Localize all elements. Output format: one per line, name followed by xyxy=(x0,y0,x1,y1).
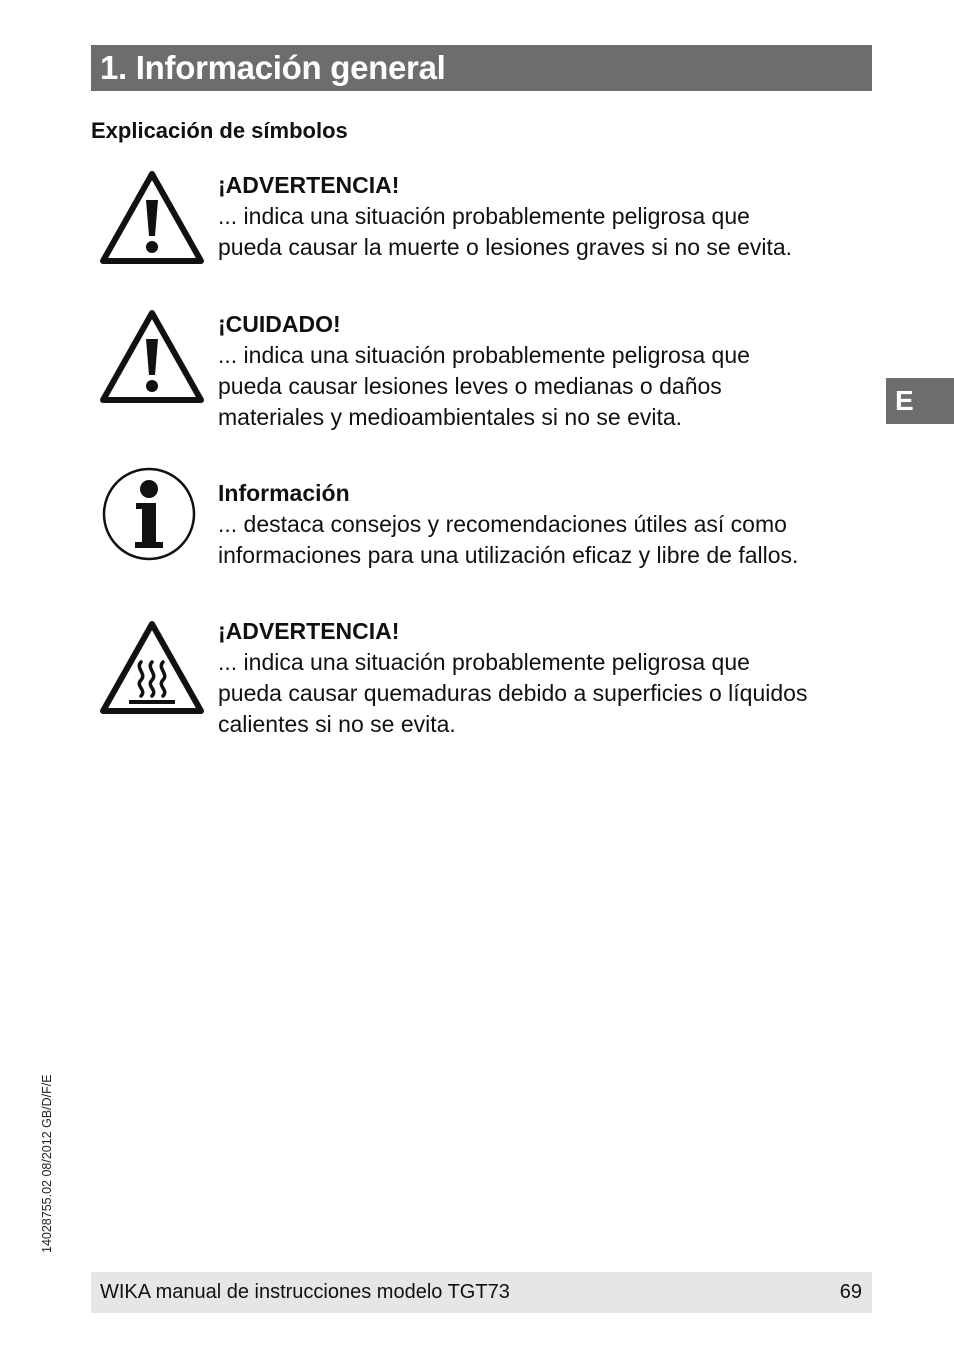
symbol-description-line: pueda causar lesiones leves o medianas o daños xyxy=(218,373,722,399)
symbol-description-line: informaciones para una utilización eficaz y libre de fallos. xyxy=(218,542,799,568)
symbol-description-line: materiales y medioambientales si no se evita. xyxy=(218,404,683,430)
warning-exclamation-icon xyxy=(99,170,205,266)
symbol-label: Información xyxy=(218,480,350,506)
symbol-description-line: ... indica una situación probablemente peligrosa que xyxy=(218,649,750,675)
symbol-label: ¡ADVERTENCIA! xyxy=(218,618,400,644)
hot-surface-warning-icon xyxy=(99,620,205,716)
language-tab: E xyxy=(886,378,954,424)
symbol-description-line: ... indica una situación probablemente peligrosa que xyxy=(218,203,750,229)
section-heading: Explicación de símbolos xyxy=(91,118,348,143)
symbol-label: ¡ADVERTENCIA! xyxy=(218,172,400,198)
information-icon xyxy=(101,466,197,562)
symbol-description-line: pueda causar la muerte o lesiones graves si no se evita. xyxy=(218,234,793,260)
page-footer xyxy=(91,1272,872,1313)
symbol-description-line: calientes si no se evita. xyxy=(218,711,456,737)
caution-exclamation-icon xyxy=(99,309,205,405)
page-title: 1. Información general xyxy=(91,45,872,91)
symbol-description-line: ... destaca consejos y recomendaciones útiles así como xyxy=(218,511,787,537)
page-number: 69 xyxy=(839,1281,862,1303)
document-code: 14028755.02 08/2012 GB/D/F/E xyxy=(40,1074,54,1253)
symbol-description-line: ... indica una situación probablemente peligrosa que xyxy=(218,342,750,368)
symbol-label: ¡CUIDADO! xyxy=(218,311,341,337)
symbol-description-line: pueda causar quemaduras debido a superficies o líquidos xyxy=(218,680,808,706)
footer-text: WIKA manual de instrucciones modelo TGT73 xyxy=(100,1281,510,1303)
